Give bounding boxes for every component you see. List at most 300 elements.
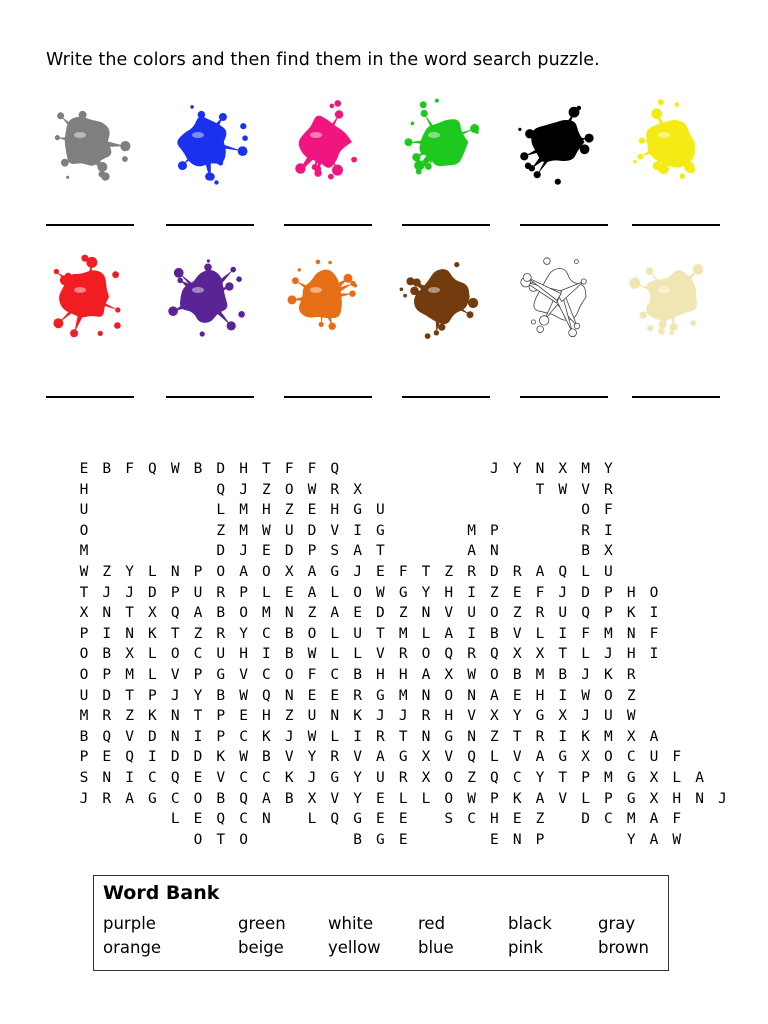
puzzle-letter[interactable]: X — [284, 564, 294, 580]
puzzle-letter[interactable]: X — [125, 646, 134, 663]
puzzle-letter[interactable]: V — [376, 646, 385, 663]
puzzle-letter[interactable]: F — [672, 749, 682, 766]
puzzle-letter[interactable]: V — [284, 749, 294, 766]
puzzle-letter[interactable]: O — [604, 749, 613, 766]
puzzle-letter[interactable]: J — [170, 687, 180, 704]
puzzle-letter[interactable]: Q — [216, 481, 226, 498]
puzzle-letter[interactable]: B — [193, 461, 203, 477]
puzzle-letter[interactable]: A — [467, 543, 476, 560]
puzzle-letter[interactable]: B — [353, 667, 362, 683]
puzzle-letter[interactable]: N — [421, 728, 431, 745]
puzzle-letter[interactable]: Q — [581, 605, 590, 622]
puzzle-letter[interactable]: Y — [421, 584, 431, 601]
puzzle-letter[interactable]: P — [102, 667, 112, 683]
puzzle-letter[interactable]: A — [307, 564, 317, 580]
puzzle-letter[interactable]: P — [170, 584, 180, 601]
puzzle-letter[interactable]: N — [421, 605, 431, 622]
puzzle-letter[interactable]: B — [216, 687, 226, 704]
puzzle-letter[interactable]: L — [330, 728, 340, 745]
puzzle-letter[interactable]: O — [444, 790, 454, 807]
puzzle-letter[interactable]: R — [535, 728, 545, 745]
puzzle-letter[interactable]: W — [626, 708, 636, 725]
puzzle-letter[interactable]: W — [239, 687, 248, 704]
puzzle-letter[interactable]: F — [535, 584, 545, 601]
puzzle-letter[interactable]: K — [262, 728, 271, 745]
puzzle-letter[interactable]: W — [558, 481, 568, 498]
puzzle-letter[interactable]: X — [626, 728, 636, 745]
puzzle-letter[interactable]: V — [239, 667, 248, 683]
puzzle-letter[interactable]: Z — [444, 564, 454, 580]
puzzle-letter[interactable]: Y — [193, 687, 203, 704]
puzzle-letter[interactable]: W — [239, 749, 248, 766]
puzzle-letter[interactable]: N — [102, 770, 112, 786]
puzzle-letter[interactable]: D — [216, 543, 226, 560]
puzzle-letter[interactable]: V — [512, 749, 522, 766]
puzzle-letter[interactable]: T — [262, 461, 271, 477]
puzzle-letter[interactable]: W — [262, 522, 271, 539]
puzzle-letter[interactable]: O — [421, 646, 431, 663]
puzzle-letter[interactable]: A — [307, 584, 317, 601]
puzzle-letter[interactable]: O — [353, 584, 362, 601]
puzzle-letter[interactable]: N — [170, 564, 180, 580]
puzzle-letter[interactable]: R — [353, 687, 362, 704]
puzzle-letter[interactable]: M — [239, 522, 248, 539]
puzzle-letter[interactable]: Q — [490, 770, 499, 786]
puzzle-letter[interactable]: E — [330, 687, 340, 704]
answer-blank[interactable] — [166, 396, 254, 398]
puzzle-letter[interactable]: T — [535, 481, 545, 498]
puzzle-letter[interactable]: L — [353, 646, 362, 663]
puzzle-letter[interactable]: I — [467, 625, 476, 642]
puzzle-letter[interactable]: Y — [353, 770, 362, 786]
puzzle-letter[interactable]: L — [421, 625, 431, 642]
puzzle-letter[interactable]: K — [626, 605, 636, 622]
puzzle-letter[interactable]: P — [79, 749, 89, 766]
puzzle-letter[interactable]: I — [125, 770, 134, 786]
puzzle-letter[interactable]: Z — [193, 625, 203, 642]
puzzle-letter[interactable]: D — [102, 687, 112, 704]
puzzle-letter[interactable]: R — [398, 770, 408, 786]
puzzle-letter[interactable]: Y — [239, 625, 248, 642]
puzzle-letter[interactable]: R — [467, 564, 476, 580]
puzzle-letter[interactable]: P — [216, 708, 226, 725]
puzzle-letter[interactable]: P — [604, 584, 613, 601]
puzzle-letter[interactable]: A — [649, 728, 659, 745]
puzzle-letter[interactable]: R — [330, 749, 340, 766]
puzzle-letter[interactable]: F — [307, 461, 317, 477]
puzzle-letter[interactable]: I — [148, 749, 157, 766]
puzzle-letter[interactable]: D — [148, 584, 157, 601]
puzzle-letter[interactable]: E — [307, 687, 317, 704]
puzzle-letter[interactable]: I — [102, 625, 112, 642]
puzzle-letter[interactable]: Z — [535, 811, 545, 828]
puzzle-letter[interactable]: Q — [444, 646, 454, 663]
puzzle-letter[interactable]: N — [262, 811, 271, 828]
puzzle-letter[interactable]: Q — [239, 790, 248, 807]
puzzle-letter[interactable]: J — [558, 584, 568, 601]
puzzle-letter[interactable]: O — [193, 831, 203, 848]
puzzle-letter[interactable]: O — [193, 790, 203, 807]
puzzle-letter[interactable]: P — [307, 543, 317, 560]
puzzle-letter[interactable]: E — [376, 811, 385, 828]
puzzle-letter[interactable]: O — [170, 646, 180, 663]
puzzle-letter[interactable]: V — [558, 790, 568, 807]
puzzle-letter[interactable]: Q — [216, 811, 226, 828]
puzzle-letter[interactable]: Q — [262, 687, 271, 704]
puzzle-letter[interactable]: L — [262, 584, 271, 601]
puzzle-letter[interactable]: V — [512, 625, 522, 642]
puzzle-letter[interactable]: V — [467, 708, 476, 725]
puzzle-letter[interactable]: K — [581, 728, 590, 745]
puzzle-letter[interactable]: U — [79, 687, 89, 704]
puzzle-letter[interactable]: U — [376, 770, 385, 786]
puzzle-letter[interactable]: I — [604, 522, 613, 539]
puzzle-letter[interactable]: Q — [125, 749, 134, 766]
puzzle-letter[interactable]: E — [307, 502, 317, 519]
puzzle-letter[interactable]: W — [170, 461, 180, 477]
puzzle-letter[interactable]: J — [79, 790, 89, 807]
puzzle-letter[interactable]: Y — [626, 831, 636, 848]
puzzle-letter[interactable]: M — [467, 522, 476, 539]
puzzle-letter[interactable]: F — [398, 564, 408, 580]
puzzle-letter[interactable]: K — [284, 770, 294, 786]
puzzle-letter[interactable]: U — [216, 646, 226, 663]
puzzle-letter[interactable]: T — [421, 564, 431, 580]
answer-blank[interactable] — [284, 224, 372, 226]
puzzle-letter[interactable]: U — [649, 749, 659, 766]
puzzle-letter[interactable]: F — [672, 811, 682, 828]
puzzle-letter[interactable]: H — [79, 481, 89, 498]
puzzle-letter[interactable]: Y — [512, 461, 522, 477]
puzzle-letter[interactable]: B — [581, 543, 590, 560]
puzzle-letter[interactable]: N — [421, 687, 431, 704]
puzzle-letter[interactable]: M — [604, 728, 613, 745]
puzzle-letter[interactable]: G — [353, 811, 362, 828]
puzzle-letter[interactable]: O — [239, 605, 248, 622]
puzzle-letter[interactable]: I — [353, 522, 362, 539]
puzzle-letter[interactable]: G — [398, 584, 408, 601]
puzzle-letter[interactable]: V — [444, 605, 454, 622]
puzzle-letter[interactable]: Z — [512, 605, 522, 622]
puzzle-letter[interactable]: Q — [558, 564, 568, 580]
puzzle-letter[interactable]: M — [604, 770, 613, 786]
puzzle-letter[interactable]: X — [649, 770, 659, 786]
puzzle-letter[interactable]: U — [284, 522, 294, 539]
puzzle-letter[interactable]: G — [376, 687, 385, 704]
puzzle-letter[interactable]: H — [535, 687, 545, 704]
puzzle-letter[interactable]: S — [330, 543, 340, 560]
puzzle-letter[interactable]: J — [239, 543, 248, 560]
puzzle-letter[interactable]: L — [490, 749, 499, 766]
puzzle-letter[interactable]: G — [535, 708, 545, 725]
puzzle-letter[interactable]: T — [398, 728, 408, 745]
puzzle-letter[interactable]: R — [535, 605, 545, 622]
puzzle-letter[interactable]: F — [307, 667, 317, 683]
puzzle-letter[interactable]: J — [581, 708, 590, 725]
puzzle-letter[interactable]: R — [102, 790, 112, 807]
puzzle-letter[interactable]: W — [467, 790, 476, 807]
puzzle-letter[interactable]: Z — [284, 502, 294, 519]
puzzle-letter[interactable]: J — [581, 667, 590, 683]
puzzle-letter[interactable]: A — [444, 625, 454, 642]
puzzle-letter[interactable]: L — [170, 811, 180, 828]
puzzle-letter[interactable]: C — [330, 667, 340, 683]
puzzle-letter[interactable]: N — [467, 687, 476, 704]
puzzle-letter[interactable]: F — [125, 461, 134, 477]
puzzle-letter[interactable]: C — [262, 667, 271, 683]
puzzle-letter[interactable]: T — [376, 625, 385, 642]
puzzle-letter[interactable]: C — [467, 811, 476, 828]
puzzle-letter[interactable]: E — [490, 831, 499, 848]
puzzle-letter[interactable]: H — [626, 646, 636, 663]
puzzle-letter[interactable]: H — [262, 708, 271, 725]
answer-blank[interactable] — [632, 224, 720, 226]
puzzle-letter[interactable]: I — [649, 605, 659, 622]
puzzle-letter[interactable]: L — [581, 564, 590, 580]
puzzle-letter[interactable]: K — [604, 667, 613, 683]
puzzle-letter[interactable]: C — [239, 811, 248, 828]
puzzle-letter[interactable]: A — [535, 564, 545, 580]
puzzle-letter[interactable]: B — [79, 728, 89, 745]
puzzle-letter[interactable]: Z — [284, 708, 294, 725]
puzzle-letter[interactable]: J — [239, 481, 248, 498]
puzzle-letter[interactable]: O — [284, 667, 294, 683]
puzzle-letter[interactable]: U — [604, 564, 613, 580]
puzzle-letter[interactable]: Z — [490, 584, 499, 601]
puzzle-letter[interactable]: G — [626, 790, 636, 807]
puzzle-letter[interactable]: V — [330, 522, 340, 539]
puzzle-letter[interactable]: F — [649, 625, 659, 642]
puzzle-letter[interactable]: V — [170, 667, 180, 683]
puzzle-letter[interactable]: L — [307, 811, 317, 828]
puzzle-letter[interactable]: V — [581, 481, 590, 498]
puzzle-letter[interactable]: X — [649, 790, 659, 807]
puzzle-letter[interactable]: E — [193, 770, 203, 786]
puzzle-letter[interactable]: Z — [125, 708, 134, 725]
puzzle-letter[interactable]: Y — [604, 461, 613, 477]
puzzle-letter[interactable]: T — [193, 708, 203, 725]
puzzle-letter[interactable]: J — [125, 584, 134, 601]
answer-blank[interactable] — [46, 224, 134, 226]
puzzle-letter[interactable]: A — [262, 790, 271, 807]
puzzle-letter[interactable]: A — [535, 790, 545, 807]
puzzle-letter[interactable]: G — [330, 564, 340, 580]
puzzle-letter[interactable]: O — [490, 605, 499, 622]
puzzle-letter[interactable]: Z — [216, 522, 226, 539]
puzzle-letter[interactable]: X — [421, 770, 431, 786]
puzzle-letter[interactable]: W — [467, 667, 476, 683]
puzzle-letter[interactable]: X — [558, 461, 568, 477]
puzzle-letter[interactable]: D — [216, 461, 226, 477]
puzzle-letter[interactable]: L — [148, 646, 157, 663]
puzzle-letter[interactable]: P — [535, 831, 545, 848]
puzzle-letter[interactable]: E — [262, 543, 271, 560]
puzzle-letter[interactable]: P — [239, 584, 248, 601]
puzzle-letter[interactable]: T — [216, 831, 226, 848]
puzzle-letter[interactable]: L — [581, 646, 590, 663]
puzzle-letter[interactable]: Z — [307, 605, 317, 622]
answer-blank[interactable] — [402, 224, 490, 226]
puzzle-letter[interactable]: L — [535, 625, 545, 642]
puzzle-letter[interactable]: V — [353, 749, 362, 766]
puzzle-letter[interactable]: K — [353, 708, 362, 725]
puzzle-letter[interactable]: W — [672, 831, 682, 848]
puzzle-letter[interactable]: E — [376, 790, 385, 807]
puzzle-letter[interactable]: D — [148, 728, 157, 745]
puzzle-letter[interactable]: U — [193, 584, 203, 601]
puzzle-letter[interactable]: N — [284, 605, 294, 622]
puzzle-letter[interactable]: E — [79, 461, 89, 477]
puzzle-letter[interactable]: B — [284, 646, 294, 663]
puzzle-letter[interactable]: D — [284, 543, 294, 560]
puzzle-letter[interactable]: E — [512, 811, 522, 828]
puzzle-letter[interactable]: N — [626, 625, 636, 642]
puzzle-letter[interactable]: X — [512, 646, 522, 663]
puzzle-letter[interactable]: T — [125, 687, 134, 704]
puzzle-letter[interactable]: A — [649, 831, 659, 848]
puzzle-letter[interactable]: L — [581, 790, 590, 807]
puzzle-letter[interactable]: L — [398, 790, 408, 807]
puzzle-letter[interactable]: Y — [125, 564, 134, 580]
puzzle-letter[interactable]: W — [307, 481, 317, 498]
puzzle-letter[interactable]: R — [216, 625, 226, 642]
puzzle-letter[interactable]: E — [353, 605, 362, 622]
puzzle-letter[interactable]: H — [672, 790, 682, 807]
puzzle-letter[interactable]: Y — [307, 749, 317, 766]
puzzle-letter[interactable]: M — [262, 605, 271, 622]
puzzle-letter[interactable]: E — [193, 811, 203, 828]
puzzle-letter[interactable]: N — [490, 543, 499, 560]
puzzle-letter[interactable]: Z — [467, 770, 476, 786]
puzzle-letter[interactable]: H — [444, 708, 454, 725]
answer-blank[interactable] — [520, 224, 608, 226]
puzzle-letter[interactable]: H — [262, 502, 271, 519]
puzzle-letter[interactable]: K — [148, 708, 157, 725]
puzzle-letter[interactable]: N — [170, 728, 180, 745]
puzzle-letter[interactable]: N — [695, 790, 704, 807]
puzzle-letter[interactable]: O — [216, 564, 226, 580]
puzzle-letter[interactable]: R — [421, 708, 431, 725]
puzzle-letter[interactable]: B — [558, 667, 568, 683]
puzzle-letter[interactable]: C — [626, 749, 636, 766]
puzzle-letter[interactable]: B — [490, 625, 499, 642]
puzzle-letter[interactable]: R — [216, 584, 226, 601]
puzzle-letter[interactable]: I — [467, 584, 476, 601]
answer-blank[interactable] — [520, 396, 608, 398]
puzzle-letter[interactable]: X — [490, 708, 499, 725]
puzzle-letter[interactable]: W — [581, 687, 590, 704]
puzzle-letter[interactable]: J — [353, 564, 362, 580]
puzzle-letter[interactable]: M — [398, 625, 408, 642]
puzzle-letter[interactable]: J — [490, 461, 499, 477]
puzzle-letter[interactable]: F — [604, 502, 613, 519]
puzzle-letter[interactable]: S — [79, 770, 89, 786]
puzzle-letter[interactable]: W — [376, 584, 385, 601]
puzzle-letter[interactable]: M — [581, 461, 590, 477]
puzzle-letter[interactable]: M — [398, 687, 408, 704]
puzzle-letter[interactable]: D — [307, 522, 317, 539]
puzzle-letter[interactable]: E — [398, 811, 408, 828]
puzzle-letter[interactable]: L — [330, 646, 340, 663]
puzzle-letter[interactable]: N — [102, 605, 112, 622]
puzzle-letter[interactable]: D — [376, 605, 385, 622]
puzzle-letter[interactable]: O — [79, 522, 89, 539]
puzzle-letter[interactable]: V — [125, 728, 134, 745]
puzzle-letter[interactable]: W — [307, 728, 317, 745]
puzzle-letter[interactable]: L — [330, 584, 340, 601]
puzzle-letter[interactable]: C — [170, 790, 180, 807]
puzzle-letter[interactable]: D — [581, 584, 590, 601]
answer-blank[interactable] — [632, 396, 720, 398]
puzzle-letter[interactable]: C — [193, 646, 203, 663]
puzzle-letter[interactable]: X — [307, 790, 317, 807]
puzzle-letter[interactable]: G — [558, 749, 568, 766]
puzzle-letter[interactable]: X — [79, 605, 89, 622]
puzzle-letter[interactable]: R — [604, 481, 613, 498]
puzzle-letter[interactable]: I — [558, 625, 568, 642]
puzzle-letter[interactable]: D — [170, 749, 180, 766]
puzzle-letter[interactable]: I — [649, 646, 659, 663]
puzzle-letter[interactable]: M — [79, 708, 89, 725]
puzzle-letter[interactable]: M — [604, 625, 613, 642]
puzzle-letter[interactable]: X — [535, 646, 545, 663]
puzzle-letter[interactable]: X — [148, 605, 157, 622]
puzzle-letter[interactable]: B — [216, 790, 226, 807]
puzzle-letter[interactable]: B — [262, 749, 271, 766]
puzzle-letter[interactable]: O — [444, 770, 454, 786]
puzzle-letter[interactable]: M — [125, 667, 134, 683]
puzzle-letter[interactable]: H — [444, 584, 454, 601]
puzzle-letter[interactable]: L — [672, 770, 682, 786]
puzzle-letter[interactable]: G — [216, 667, 226, 683]
puzzle-letter[interactable]: E — [512, 584, 522, 601]
puzzle-letter[interactable]: S — [444, 811, 454, 828]
puzzle-letter[interactable]: T — [558, 770, 568, 786]
puzzle-letter[interactable]: R — [102, 708, 112, 725]
puzzle-letter[interactable]: X — [581, 749, 590, 766]
puzzle-letter[interactable]: Z — [490, 728, 499, 745]
puzzle-letter[interactable]: P — [490, 790, 499, 807]
puzzle-letter[interactable]: Z — [262, 481, 271, 498]
puzzle-letter[interactable]: P — [193, 667, 203, 683]
puzzle-letter[interactable]: Q — [467, 749, 476, 766]
puzzle-letter[interactable]: D — [490, 564, 499, 580]
puzzle-letter[interactable]: Z — [398, 605, 408, 622]
puzzle-letter[interactable]: R — [398, 646, 408, 663]
puzzle-letter[interactable]: Z — [626, 687, 636, 704]
puzzle-letter[interactable]: R — [581, 522, 590, 539]
puzzle-letter[interactable]: N — [284, 687, 294, 704]
puzzle-letter[interactable]: G — [626, 770, 636, 786]
puzzle-letter[interactable]: M — [535, 667, 545, 683]
puzzle-letter[interactable]: J — [376, 708, 385, 725]
puzzle-letter[interactable]: T — [79, 584, 89, 601]
puzzle-letter[interactable]: J — [102, 584, 112, 601]
puzzle-letter[interactable]: O — [79, 646, 89, 663]
puzzle-letter[interactable]: L — [148, 564, 157, 580]
puzzle-letter[interactable]: R — [330, 481, 340, 498]
puzzle-letter[interactable]: G — [148, 790, 157, 807]
puzzle-letter[interactable]: H — [330, 502, 340, 519]
puzzle-letter[interactable]: E — [102, 749, 112, 766]
puzzle-letter[interactable]: U — [558, 605, 568, 622]
puzzle-letter[interactable]: G — [330, 770, 340, 786]
puzzle-letter[interactable]: P — [490, 522, 499, 539]
puzzle-letter[interactable]: X — [444, 667, 454, 683]
answer-blank[interactable] — [166, 224, 254, 226]
puzzle-letter[interactable]: L — [216, 502, 226, 519]
answer-blank[interactable] — [284, 396, 372, 398]
